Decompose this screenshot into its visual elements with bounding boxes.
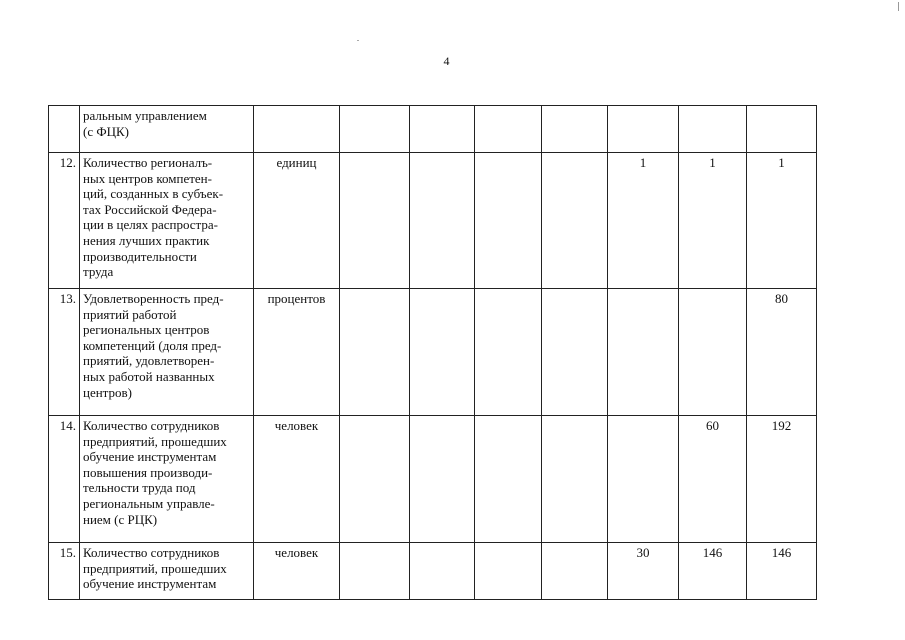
row-number-cell bbox=[49, 106, 80, 153]
value-cell-3 bbox=[475, 543, 542, 600]
value-cell-4 bbox=[542, 416, 608, 543]
unit-cell: человек bbox=[254, 543, 340, 600]
indicator-name-line: Удовлетворенность пред- bbox=[83, 291, 224, 306]
indicator-name-line: региональных центров bbox=[83, 322, 210, 338]
value-cell-2 bbox=[410, 289, 475, 416]
value-cell-4 bbox=[542, 543, 608, 600]
indicator-name-line: ций, созданных в субъек- bbox=[83, 186, 224, 202]
value-cell-1 bbox=[340, 289, 410, 416]
value-cell-2 bbox=[410, 416, 475, 543]
value-cell-4 bbox=[542, 153, 608, 289]
indicator-name-cell bbox=[80, 416, 254, 543]
indicator-name-line: труда bbox=[83, 264, 114, 280]
value-cell-6: 1 bbox=[679, 153, 747, 289]
value-cell-3 bbox=[475, 289, 542, 416]
indicator-name-cell bbox=[80, 106, 254, 153]
indicator-name-line: производительности bbox=[83, 248, 197, 264]
scan-edge-mark bbox=[898, 2, 899, 11]
indicator-name-line: предприятий, прошедших bbox=[83, 560, 227, 576]
indicator-name-line: Количество регионалъ- bbox=[83, 155, 213, 170]
table-row bbox=[49, 416, 817, 543]
value-cell-4 bbox=[542, 289, 608, 416]
value-cell-6 bbox=[679, 106, 747, 153]
indicator-name-line: ных работой названных bbox=[83, 368, 215, 384]
value-cell-6: 146 bbox=[679, 543, 747, 600]
value-cell-1 bbox=[340, 106, 410, 153]
indicator-name-line: нения лучших практик bbox=[83, 232, 210, 248]
value-cell-7: 146 bbox=[747, 543, 817, 600]
unit-cell: человек bbox=[254, 416, 340, 543]
value-cell-2 bbox=[410, 106, 475, 153]
unit-cell: процентов bbox=[254, 289, 340, 416]
value-cell-7 bbox=[747, 106, 817, 153]
unit-cell: единиц bbox=[254, 153, 340, 289]
value-cell-5 bbox=[608, 289, 679, 416]
indicator-name-line: ции в целях распростра- bbox=[83, 217, 218, 233]
indicator-name-cell bbox=[80, 543, 254, 600]
table-row bbox=[49, 106, 817, 153]
row-number-cell: 14. bbox=[49, 416, 80, 543]
indicator-name-line: ных центров компетен- bbox=[83, 170, 212, 186]
value-cell-6: 60 bbox=[679, 416, 747, 543]
indicator-name-line: центров) bbox=[83, 384, 132, 400]
indicator-name-line: Количество сотрудников bbox=[83, 545, 220, 560]
indicator-name-line: тельности труда под bbox=[83, 480, 196, 496]
indicator-table bbox=[48, 105, 817, 600]
row-number-cell: 12. bbox=[49, 153, 80, 289]
value-cell-7: 192 bbox=[747, 416, 817, 543]
indicator-name-line: ральным управлением bbox=[83, 108, 207, 123]
value-cell-1 bbox=[340, 416, 410, 543]
indicator-name-line: приятий работой bbox=[83, 306, 177, 322]
value-cell-7: 1 bbox=[747, 153, 817, 289]
table-row bbox=[49, 543, 817, 600]
value-cell-6 bbox=[679, 289, 747, 416]
indicator-name-line: компетенций (доля пред- bbox=[83, 337, 222, 353]
value-cell-5 bbox=[608, 416, 679, 543]
value-cell-7: 80 bbox=[747, 289, 817, 416]
value-cell-4 bbox=[542, 106, 608, 153]
indicator-name-line: региональным управле- bbox=[83, 495, 215, 511]
value-cell-1 bbox=[340, 543, 410, 600]
table-row bbox=[49, 289, 817, 416]
page-number: 4 bbox=[443, 54, 450, 68]
indicator-name-line: (с ФЦК) bbox=[83, 123, 130, 139]
indicator-name-line: приятий, удовлетворен- bbox=[83, 353, 215, 369]
scan-speck bbox=[357, 40, 359, 41]
indicator-name-line: обучение инструментам bbox=[83, 449, 217, 465]
indicator-name-line: нием (с РЦК) bbox=[83, 511, 158, 527]
indicator-name-line: обучение инструментам bbox=[83, 576, 217, 592]
indicator-name-cell bbox=[80, 289, 254, 416]
row-number-cell: 15. bbox=[49, 543, 80, 600]
value-cell-2 bbox=[410, 543, 475, 600]
unit-cell bbox=[254, 106, 340, 153]
value-cell-5: 1 bbox=[608, 153, 679, 289]
value-cell-2 bbox=[410, 153, 475, 289]
value-cell-1 bbox=[340, 153, 410, 289]
table-row bbox=[49, 153, 817, 289]
indicator-name-cell bbox=[80, 153, 254, 289]
indicator-name-line: повышения производи- bbox=[83, 464, 213, 480]
value-cell-3 bbox=[475, 416, 542, 543]
indicator-name-line: тах Российской Федера- bbox=[83, 201, 217, 217]
value-cell-5 bbox=[608, 106, 679, 153]
table-body bbox=[49, 106, 817, 600]
value-cell-3 bbox=[475, 153, 542, 289]
row-number-cell: 13. bbox=[49, 289, 80, 416]
value-cell-3 bbox=[475, 106, 542, 153]
value-cell-5: 30 bbox=[608, 543, 679, 600]
indicator-name-line: Количество сотрудников bbox=[83, 418, 220, 433]
indicator-name-line: предприятий, прошедших bbox=[83, 433, 227, 449]
